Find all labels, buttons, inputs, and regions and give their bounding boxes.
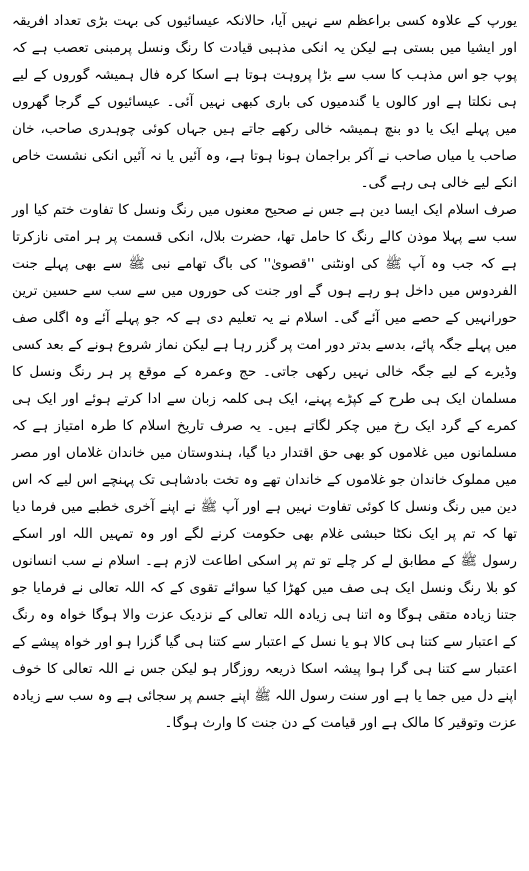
paragraph-2: صرف اسلام ایک ایسا دین ہے جس نے صحیح معنوں میں رنگ ونسل کا تفاوت ختم کیا اور سب سے پہلا موذن کالے رنگ کا حامل تھا، حضرت بلال، انکی قسمت پر ہر امتی نازکرتا ہے کہ جب وہ آپ ﷺ کی اونٹنی ''قصویٰ'' کی باگ تھامے نبی ﷺ سے بھی پہلے جنت الفردوس میں داخل ہو رہے ہوں گے اور جنت کی حوروں میں سے سب سے حسین ترین حورانہیں کے حصے میں آئے گی۔ اسلام نے یہ تعلیم دی ہے کہ جو پہلے آئے وہ اگلی صف میں پہلے جگہ پائے، بدسے بدتر دور امت پر گزر رہا ہے لیکن نماز شروع ہونے کے بعد کسی وڈیرے کے لیے جگہ خالی نہیں رکھی جاتی۔ حج وعمرہ کے موقع پر ہر رنگ ونسل کا مسلمان ایک ہی طرح کے کپڑے پہنے، ایک ہی کلمہ زبان سے ادا کرتے ہوئے اور ایک ہی کمرے کے گرد ایک رخ میں چکر لگاتے ہیں۔ یہ صرف تاریخ اسلام کا طرہ امتیاز ہے کہ مسلمانوں میں غلاموں کو بھی حق اقتدار دیا گیا، ہندوستان میں خاندان غلاماں اور مصر میں مملوک خاندان جو غلاموں کے خاندان تھے وہ تخت بادشاہی تک پہنچے اس لیے کہ اس دین میں رنگ ونسل کا کوئی تفاوت نہیں ہے اور آپ ﷺ نے اپنے آخری خطبے میں فرما دیا تھا کہ تم پر ایک نکٹا حبشی غلام بھی حکومت کرنے لگے اور وہ تمہیں اللہ اور اسکے رسول ﷺ کے مطابق لے کر چلے تو تم پر اسکی اطاعت لازم ہے۔ اسلام نے سب انسانوں کو بلا رنگ ونسل ایک ہی صف میں کھڑا کیا سوائے تقوی کے کہ اللہ تعالی نے فرمایا جو جتنا زیادہ متقی ہوگا وہ اتنا ہی زیادہ اللہ تعالی کے نزدیک عزت والا ہوگا خواہ وہ رنگ کے اعتبار سے کتنا ہی کالا ہو یا نسل کے اعتبار سے کتنا ہی گیا گزرا ہو اور خواہ پیشے کے اعتبار سے کتنا ہی گرا ہوا پیشہ اسکا ذریعہ روزگار ہو لیکن جس نے اللہ تعالی کا خوف اپنے دل میں جما یا ہے اور سنت رسول اللہ ﷺ اپنے جسم پر سجائی ہے وہ سب سے زیادہ عزت وتوقیر کا مالک ہے اور قیامت کے دن جنت کا وارث ہوگا۔	[12, 202, 517, 731]
paragraph-1: یورپ کے علاوہ کسی براعظم سے نہیں آیا، حالانکہ عیسائیوں کی بہت بڑی تعداد افریقہ اور ایشیا میں بستی ہے لیکن یہ انکی مذہبی قیادت کا رنگ ونسل پرمبنی تعصب ہے کہ پوپ جو اس مذہب کا سب سے بڑا پروہت ہوتا ہے اسکا کرہ فال ہمیشہ گوروں کے لیے ہی نکلتا ہے اور کالوں یا گندمیوں کی باری کبھی نہیں آئی۔ عیسائیوں کے گرجا گھروں میں پہلے ایک یا دو بنچ ہمیشہ خالی رکھے جاتے ہیں جہاں کوئی چوہدری صاحب، خان صاحب یا میاں صاحب نے آکر براجمان ہونا ہوتا ہے، وہ آئیں یا نہ آئیں انکی نشست خاص انکے لیے خالی ہی رہے گی۔	[12, 13, 517, 191]
